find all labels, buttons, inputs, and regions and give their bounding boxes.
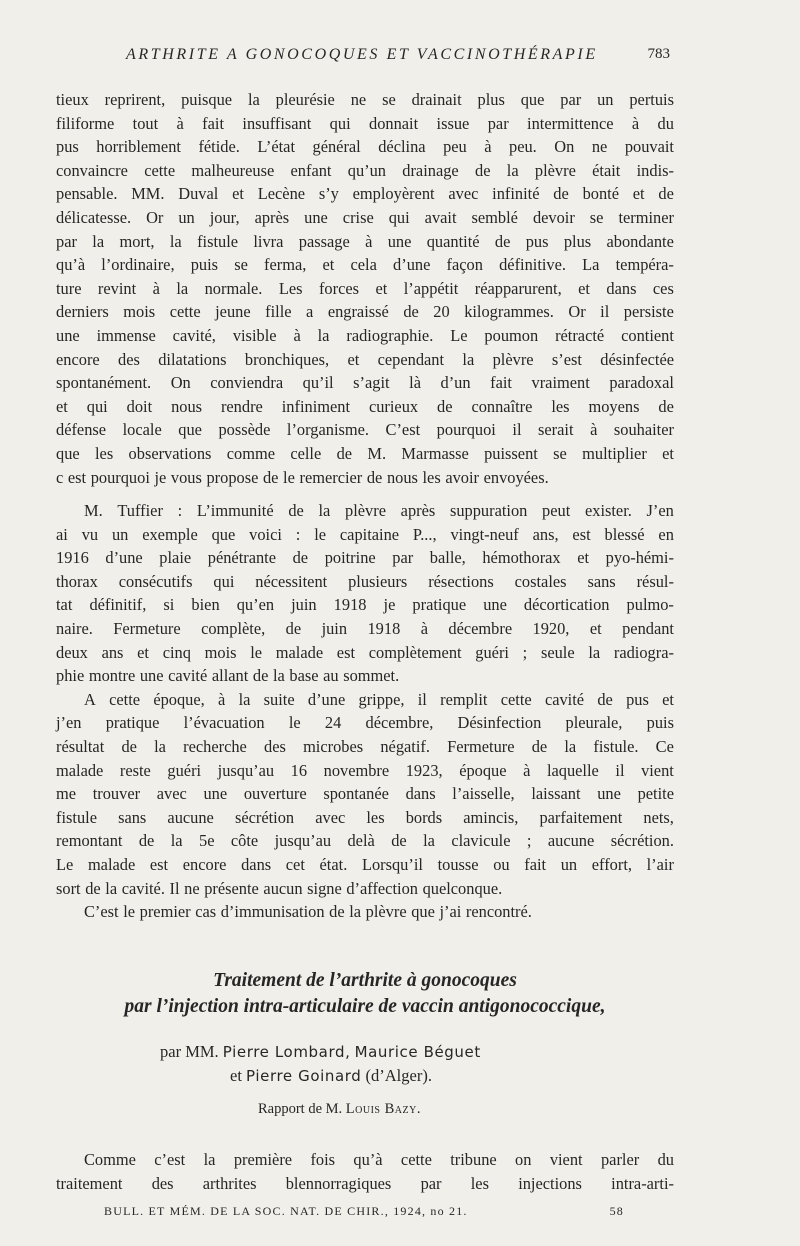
text-line: deux ans et cinq mois le malade est complètement guéri ; seule la radiogra-: [56, 642, 674, 662]
text-line: par la mort, la fistule livra passage à une quantité de pus plus abondante: [56, 231, 674, 251]
footer-sheet-number: 58: [609, 1204, 624, 1218]
running-title: ARTHRITE A GONOCOQUES ET VACCINOTHÉRAPIE: [126, 46, 598, 63]
text-line: que les observations comme celle de M. Marmasse puissent se multiplier et: [56, 443, 674, 463]
report-line: [258, 1101, 421, 1118]
text-line: remontant de la 5e côte jusqu’au delà de la clavicule ; aucune sécrétion.: [56, 831, 674, 851]
text-line: c est pourquoi je vous propose de le remercier de nous les avoir envoyées.: [56, 467, 549, 487]
text-line: ture revint à la normale. Les forces et l’appétit réapparurent, et dans ces: [56, 278, 674, 298]
text-line: phie montre une cavité allant de la base au sommet.: [56, 666, 400, 686]
running-header: [56, 46, 670, 70]
text-line: délicatesse. Or un jour, après une crise qui avait semblé devoir se terminer: [56, 207, 674, 227]
paragraph-continued: [56, 88, 674, 489]
authors-join: et: [230, 1066, 242, 1085]
text-line: convaincre cette malheureuse enfant qu’un drainage de la plèvre était indis-: [56, 160, 674, 180]
text-line: traitement des arthrites blennorragiques par les injections intra-arti-: [56, 1173, 674, 1193]
text-line: une immense cavité, visible à la radiographie. Le poumon rétracté contient: [56, 325, 674, 345]
text-line: et qui doit nous rendre infiniment curieux de connaître les moyens de: [56, 396, 674, 416]
text-line: filiforme tout à fait insuffisant qui donnait issue par intermittence à du: [56, 113, 674, 133]
authors-prefix: par MM.: [160, 1042, 219, 1061]
text-line: Le malade est encore dans cet état. Lorsqu’il tousse ou fait un effort, l’air: [56, 855, 674, 874]
text-line: pus horriblement fétide. L’état général déclina peu à peu. On ne pouvait: [56, 137, 674, 157]
closing-paragraph: [56, 1148, 674, 1195]
text-line: Comme c’est la première fois qu’à cette tribune on vient parler du: [84, 1150, 674, 1169]
text-line: qu’à l’ordinaire, puis se ferma, et cela d’une façon définitive. La tempéra-: [56, 255, 674, 275]
closing-text: [56, 1148, 674, 1195]
authors-block: [160, 1040, 580, 1088]
text-line: derniers mois cette jeune fille a engraissé de 20 kilogrammes. Or il persiste: [56, 302, 674, 322]
body-text: [56, 88, 674, 924]
text-line: ai vu un exemple que voici : le capitaine P..., vingt-neuf ans, est blessé en: [56, 524, 674, 544]
author-beguet: Maurice Béguet: [354, 1043, 481, 1061]
page-footer: [104, 1204, 624, 1224]
paragraph-tuffier: [56, 499, 674, 688]
text-line: M. Tuffier : L’immunité de la plèvre après suppuration peut exister. J’en: [84, 501, 674, 521]
report-prefix: Rapport de M.: [258, 1101, 343, 1117]
text-line: tieux reprirent, puisque la pleurésie ne se drainait plus que par un pertuis: [56, 90, 674, 109]
text-line: fistule sans aucune sécrétion avec les bords amincis, parfaitement nets,: [56, 807, 674, 827]
text-line: pensable. MM. Duval et Lecène s’y employèrent avec infinité de bonté et de: [56, 184, 674, 204]
paragraph-grippe: [56, 688, 674, 900]
text-line: C’est le premier cas d’immunisation de la plèvre que j’ai rencontré.: [84, 902, 532, 922]
author-lombard: Pierre Lombard,: [222, 1043, 351, 1061]
author-goinard: Pierre Goinard: [246, 1067, 362, 1085]
paragraph-conclusion: [56, 900, 674, 924]
text-line: malade reste guéri jusqu’au 16 novembre 1923, époque à laquelle il vient: [56, 760, 674, 780]
reporter-name: Louis Bazy.: [345, 1101, 421, 1117]
author-place: (d’Alger).: [365, 1066, 432, 1085]
text-line: encore des dilatations bronchiques, et cependant la plèvre s’est désinfectée: [56, 349, 674, 369]
section-title: [40, 968, 690, 1020]
section-title-line-2: par l’injection intra-articulaire de vaccin antigonococcique,: [124, 996, 606, 1017]
text-line: 1916 d’une plaie pénétrante de poitrine par balle, hémothorax et pyo-hémi-: [56, 548, 674, 568]
footer-citation: BULL. ET MÉM. DE LA SOC. NAT. DE CHIR., 1924, no 21.: [104, 1204, 468, 1218]
text-line: spontanément. On conviendra qu’il s’agit là d’un fait vraiment paradoxal: [56, 373, 674, 393]
text-line: tat définitif, si bien qu’en juin 1918 je pratique une décortication pulmo-: [56, 595, 674, 615]
page-number: 783: [647, 46, 670, 62]
section-title-line-1: Traitement de l’arthrite à gonocoques: [213, 970, 517, 991]
text-line: j’en pratique l’évacuation le 24 décembre, Désinfection pleurale, puis: [56, 713, 674, 733]
text-line: résultat de la recherche des microbes négatif. Fermeture de la fistule. Ce: [56, 737, 674, 757]
text-line: me trouver avec une ouverture spontanée dans l’aisselle, laissant une petite: [56, 784, 674, 804]
text-line: thorax consécutifs qui nécessitent plusieurs résections costales sans résul-: [56, 571, 674, 591]
text-line: défense locale que possède l’organisme. C’est pourquoi il serait à souhaiter: [56, 420, 674, 440]
text-line: A cette époque, à la suite d’une grippe, il remplit cette cavité de pus et: [84, 689, 674, 709]
text-line: sort de la cavité. Il ne présente aucun signe d’affection quelconque.: [56, 878, 503, 898]
paragraph-gap: [56, 489, 674, 499]
text-line: naire. Fermeture complète, de juin 1918 à décembre 1920, et pendant: [56, 619, 674, 639]
